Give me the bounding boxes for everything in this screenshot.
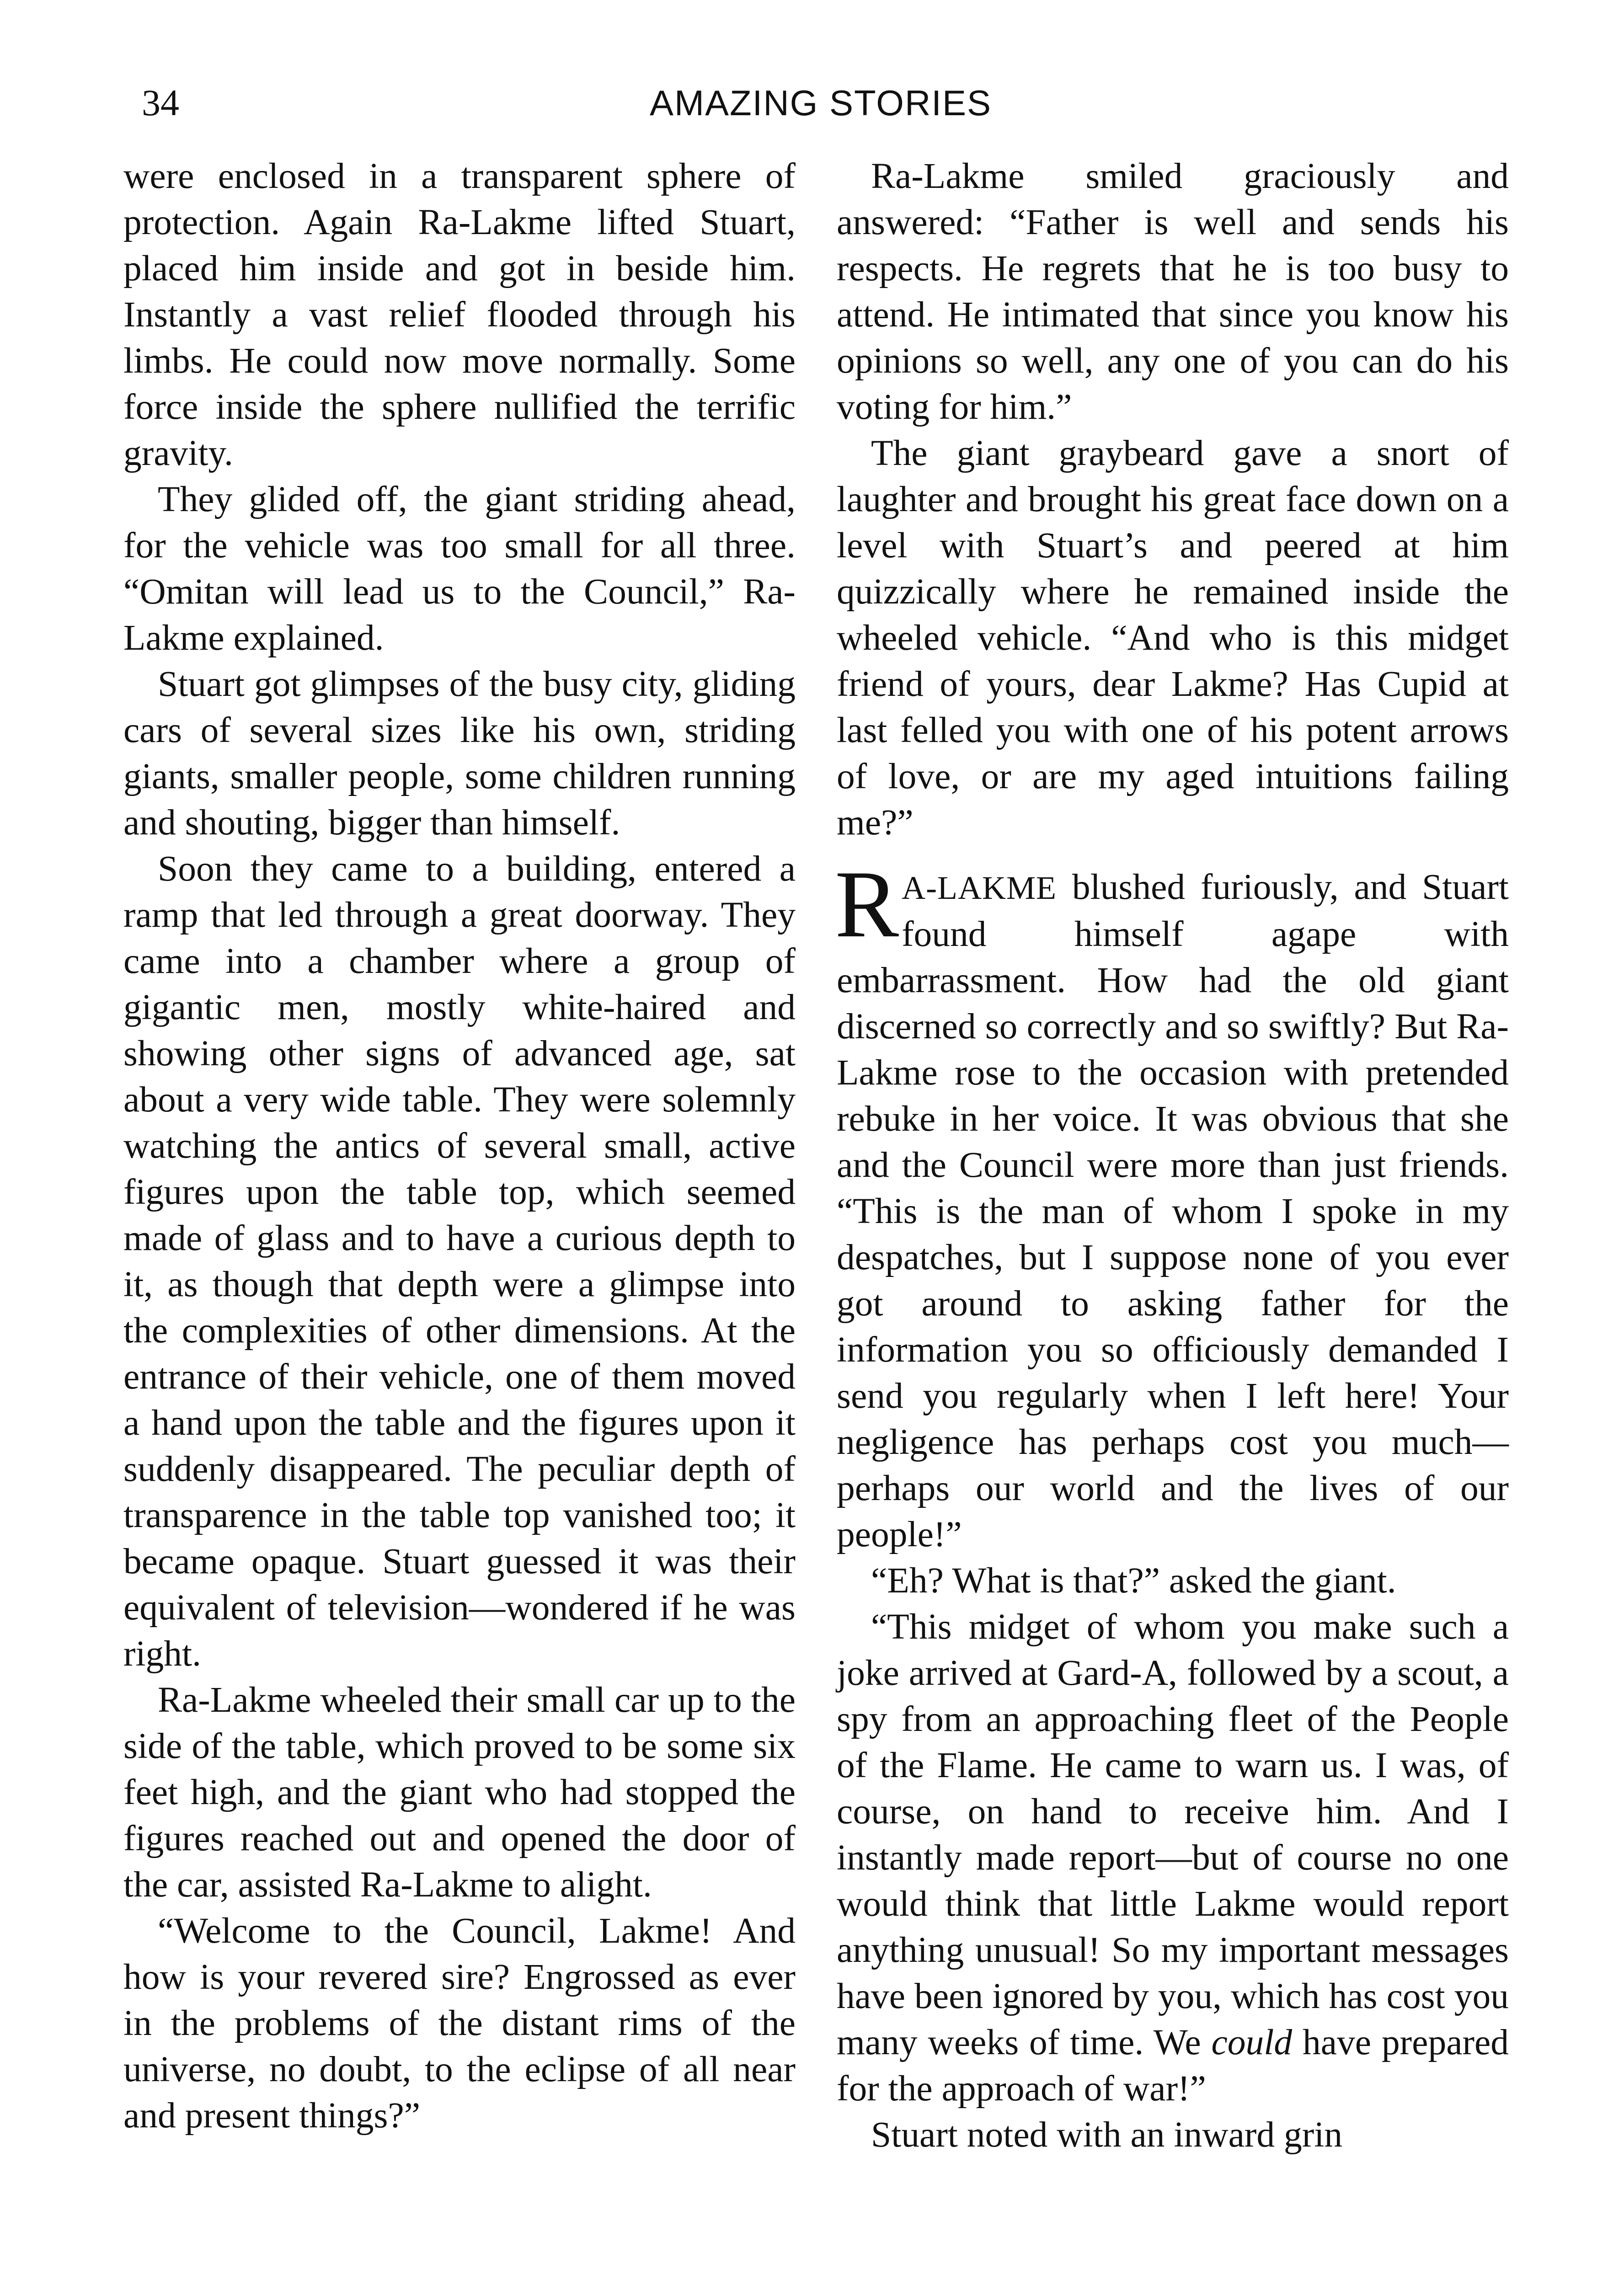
paragraph: Soon they came to a building, entered a ramp that led through a great doorway. They came into a chamber where a group of gigantic men, mostly white-haired and showing other signs of advanced age, sat about a very wide table. They were solemnly watching the antics of several small, active figures upon the table top, which seemed made of glass and to have a curious depth to it, as though that depth were a glimpse into the complexities of other dimensions. At the entrance of their vehicle, one of them moved a hand upon the table and the figures upon it suddenly disappeared. The peculiar depth of transparence in the table top vanished too; it became opaque. Stuart guessed it was their equivalent of television—wondered if he was right.: [123, 849, 796, 1674]
small-caps-lead: A-LAKME: [902, 870, 1057, 906]
paragraph: Ra-Lakme wheeled their small car up to the side of the table, which proved to be some six feet high, and the giant who had stopped the figures reached out and opened the door of the car, assisted Ra-Lakme to alight.: [123, 1680, 796, 1905]
drop-cap: R: [835, 851, 899, 957]
paragraph: were enclosed in a transparent sphere of protection. Again Ra-Lakme lifted Stuart, placed him inside and got in beside him. Instantly a vast relief flooded through his limbs. He could now move normally. Some force inside the sphere nullified the terrific gravity.: [123, 156, 796, 473]
paragraph: “Eh? What is that?” asked the giant.: [871, 1560, 1396, 1601]
paragraph: The giant graybeard gave a snort of laughter and brought his great face down on a level with Stuart’s and peered at him quizzically where he remained inside the wheeled vehicle. “And who is this midget friend of yours, dear Lakme? Has Cupid at last felled you with one of his potent arrows of love, or are my aged intuitions failing me?”: [837, 433, 1509, 843]
paragraph: Stuart noted with an inward grin: [871, 2115, 1343, 2155]
paragraph: Stuart got glimpses of the busy city, gliding cars of several sizes like his own, striding giants, smaller people, some children running and shouting, bigger than himself.: [123, 664, 796, 843]
page-number: 34: [142, 82, 179, 123]
paragraph: [837, 1604, 1509, 2112]
paragraph-with-drop-cap: [835, 851, 1509, 1558]
running-head: AMAZING STORIES: [650, 83, 992, 123]
paragraph-text: blushed furiously, and Stuart found himself agape with embarrassment. How had the old giant discerned so correctly and so swiftly? But Ra-Lakme rose to the occasion with pretended rebuke in her voice. It was obvious that she and the Council were more than just friends. “This is the man of whom I spoke in my despatches, but I suppose none of you ever got around to asking father for the information you so officiously demanded I send you regularly when I left here! Your negligence has perhaps cost you much—perhaps our world and the lives of our people!”: [837, 867, 1509, 1554]
paragraph-text: have prepared for the approach of war!”: [837, 2022, 1509, 2109]
left-column: [123, 153, 796, 2139]
page-header: [123, 73, 1518, 133]
paragraph: They glided off, the giant striding ahead, for the vehicle was too small for all three. “Omitan will lead us to the Council,” Ra-Lakme explained.: [123, 479, 796, 658]
paragraph-text: “This midget of whom you make such a joke arrived at Gard-A, followed by a scout, a spy from an approaching fleet of the People of the Flame. He came to warn us. I was, of course, on hand to receive him. And I instantly made report—but of course no one would think that little Lakme would report anything unusual! So my important messages have been ignored by you, which has cost you many weeks of time. We: [837, 1607, 1509, 2062]
emphasis-text: could: [1211, 2022, 1293, 2062]
right-column: [837, 153, 1509, 2158]
paragraph: “Welcome to the Council, Lakme! And how is your revered sire? Engrossed as ever in the problems of the distant rims of the universe, no doubt, to the eclipse of all near and present things?”: [123, 1911, 796, 2136]
paragraph: Ra-Lakme smiled graciously and answered: “Father is well and sends his respects. He regrets that he is too busy to attend. He intimated that since you know his opinions so well, any one of you can do his voting for him.”: [837, 156, 1509, 427]
